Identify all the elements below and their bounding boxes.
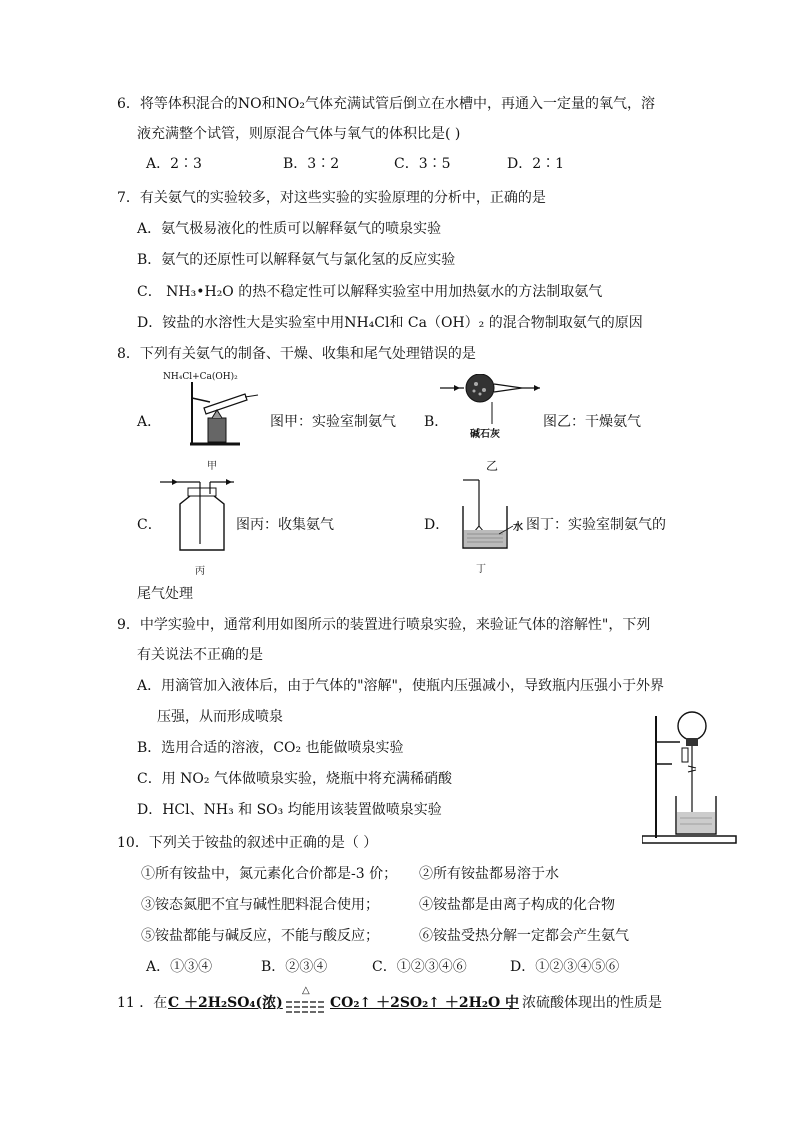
q8-option-b-letter: B．	[424, 414, 449, 430]
q10-statement-3: ③铵态氮肥不宜与碱性肥料混合使用；	[141, 897, 379, 913]
q8-option-d-letter: D．	[424, 517, 450, 533]
q7-option-a: A．氨气极易液化的性质可以解释氨气的喷泉实验	[137, 221, 442, 237]
q10-option-d: D．①②③④⑤⑥	[510, 959, 620, 975]
q8-option-a-text: 图甲：实验室制氨气	[270, 414, 396, 430]
q8-option-a-letter: A．	[137, 414, 162, 430]
q9-option-a-line1: A．用滴管加入液体后，由于气体的"溶解"，使瓶内压强减小，导致瓶内压强小于外界	[137, 678, 664, 694]
fig-ding-label: 水	[513, 522, 523, 533]
fig-yi-label: 碱石灰	[470, 429, 500, 440]
q8-stem: 8．下列有关氨气的制备、干燥、收集和尾气处理错误的是	[117, 346, 476, 362]
q10-statement-2: ②所有铵盐都易溶于水	[419, 866, 559, 882]
q11-tail: ，浓硫酸体现出的性质是	[508, 995, 662, 1011]
fig-jia-apparatus	[190, 380, 260, 450]
q8-option-b-text: 图乙：干燥氨气	[543, 414, 641, 430]
q11-equation-left: C ＋2H₂SO₄(浓)	[168, 995, 283, 1011]
q6-option-b: B．3∶2	[283, 156, 340, 172]
q7-stem: 7．有关氨气的实验较多，对这些实验的实验原理的分析中，正确的是	[117, 190, 546, 206]
q10-statement-5: ⑤铵盐都能与碱反应，不能与酸反应；	[141, 928, 379, 944]
q11-equation-right: CO₂↑ ＋2SO₂↑ ＋2H₂O 中	[330, 995, 520, 1011]
q6-option-a: A．2∶3	[146, 156, 202, 172]
q8-option-d-text: 图丁：实验室制氨气的	[526, 517, 666, 533]
q6-line1: 6．将等体积混合的NO和NO₂气体充满试管后倒立在水槽中，再通入一定量的氧气，溶	[117, 96, 655, 112]
heat-symbol: △	[302, 985, 310, 996]
q6-option-d: D．2∶1	[507, 156, 565, 172]
fig-jia-caption: 甲	[207, 461, 217, 472]
fountain-apparatus	[642, 708, 738, 848]
q10-option-b: B．②③④	[261, 959, 328, 975]
q8-option-c-letter: C．	[137, 517, 162, 533]
fig-bing-caption: 丙	[195, 566, 205, 577]
q11-number: 11 ．在	[117, 995, 168, 1011]
q10-statement-1: ①所有铵盐中，氮元素化合价都是-3 价；	[141, 866, 398, 882]
q8-option-c-text: 图丙：收集氨气	[236, 517, 334, 533]
fig-jia-label: NH₄Cl+Ca(OH)₂	[163, 372, 238, 382]
q9-line1: 9．中学实验中，通常利用如图所示的装置进行喷泉实验，来验证气体的溶解性"，下列	[117, 617, 651, 633]
fig-yi-caption: 乙	[486, 459, 499, 473]
q7-option-c: C． NH₃•H₂O 的热不稳定性可以解释实验室中用加热氨水的方法制取氨气	[137, 284, 603, 300]
q6-option-c: C．3∶5	[394, 156, 451, 172]
q10-option-c: C．①②③④⑥	[372, 959, 467, 975]
q9-option-a-line2: 压强，从而形成喷泉	[157, 709, 283, 725]
q10-stem: 10．下列关于铵盐的叙述中正确的是（ ）	[117, 835, 378, 851]
q10-statement-4: ④铵盐都是由离子构成的化合物	[419, 897, 615, 913]
fig-ding-caption: 丁	[476, 564, 486, 575]
q7-option-b: B．氨气的还原性可以解释氨气与氯化氢的反应实验	[137, 252, 456, 268]
q7-option-d: D．铵盐的水溶性大是实验室中用NH₄Cl和 Ca（OH）₂ 的混合物制取氨气的原因	[137, 315, 643, 331]
q9-option-d: D．HCl、NH₃ 和 SO₃ 均能用该装置做喷泉实验	[137, 802, 442, 818]
q8-option-d-tail: 尾气处理	[137, 586, 193, 602]
q10-option-a: A．①③④	[146, 959, 213, 975]
q9-option-c: C．用 NO₂ 气体做喷泉实验，烧瓶中将充满稀硝酸	[137, 771, 452, 787]
q9-option-b: B．选用合适的溶液，CO₂ 也能做喷泉实验	[137, 740, 404, 756]
q6-line2: 液充满整个试管，则原混合气体与氧气的体积比是( )	[137, 126, 461, 142]
q10-statement-6: ⑥铵盐受热分解一定都会产生氨气	[419, 928, 629, 944]
fig-bing-apparatus	[158, 474, 238, 554]
fig-ding-apparatus	[455, 476, 515, 552]
q9-line2: 有关说法不正确的是	[137, 647, 263, 663]
reaction-equals-sign	[284, 998, 326, 1016]
